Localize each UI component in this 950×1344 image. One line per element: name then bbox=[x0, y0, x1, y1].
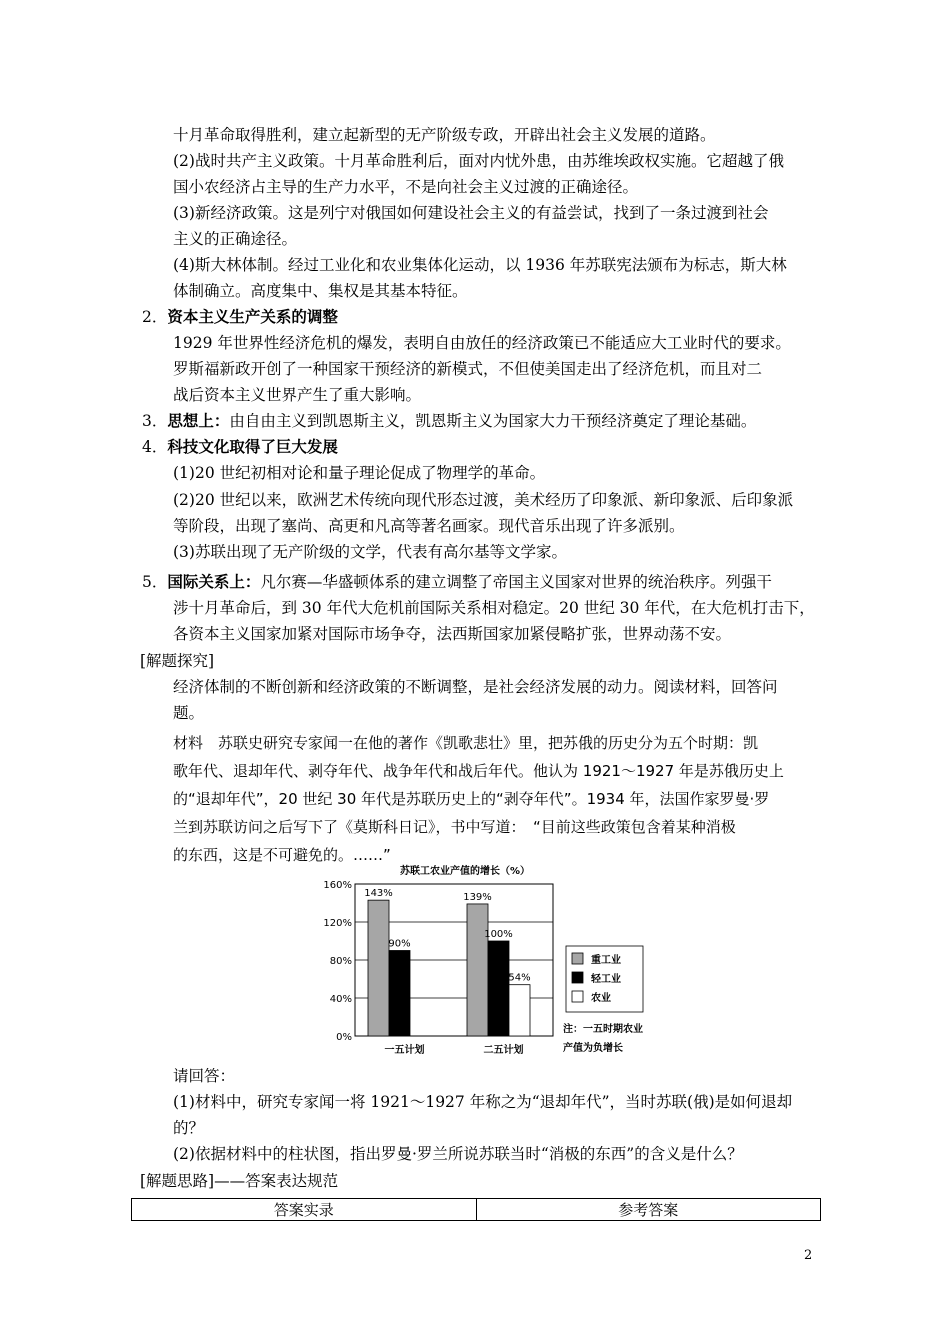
paragraph-line: 国小农经济占主导的生产力水平，不是向社会主义过渡的正确途径。 bbox=[173, 178, 639, 196]
section-number: 5． bbox=[142, 573, 168, 591]
paragraph-line: 十月革命取得胜利，建立起新型的无产阶级专政，开辟出社会主义发展的道路。 bbox=[173, 126, 716, 144]
y-tick-label: 120% bbox=[323, 918, 352, 929]
data-label: 143% bbox=[364, 888, 393, 900]
bar bbox=[509, 985, 530, 1036]
explore-heading: [解题探究] bbox=[140, 652, 215, 670]
data-label: 54% bbox=[508, 972, 531, 984]
paragraph-line: 题。 bbox=[173, 704, 205, 722]
section-text: 由自由主义到凯恩斯主义，凯恩斯主义为国家大力干预经济奠定了理论基础。 bbox=[229, 412, 757, 430]
question-line: (1)材料中，研究专家闻一将 1921～1927 年称之为“退却年代”，当时苏联(俄)是如何退却 bbox=[173, 1093, 793, 1111]
data-label: 100% bbox=[484, 929, 513, 940]
section-title: 国际关系上： bbox=[167, 572, 261, 591]
material-line: 的“退却年代”，20 世纪 30 年代是苏联历史上的“剥夺年代”。1934 年，法国作家罗曼·罗 bbox=[173, 790, 770, 808]
material-line: 材料 苏联史研究专家闻一在他的著作《凯歌悲壮》里，把苏俄的历史分为五个时期：凯 bbox=[173, 734, 759, 752]
section-text: 凡尔赛—华盛顿体系的建立调整了帝国主义国家对世界的统治秩序。列强干 bbox=[260, 573, 772, 591]
legend-swatch bbox=[572, 953, 583, 964]
chart-note: 产值为负增长 bbox=[563, 1043, 623, 1054]
y-tick-label: 0% bbox=[336, 1032, 352, 1043]
x-tick-label: 一五计划 bbox=[384, 1045, 425, 1056]
paragraph-line: 经济体制的不断创新和经济政策的不断调整，是社会经济发展的动力。阅读材料，回答问 bbox=[173, 678, 778, 696]
table-header-row bbox=[132, 1199, 821, 1221]
section-title: 科技文化取得了巨大发展 bbox=[167, 437, 338, 456]
paragraph-line: 等阶段，出现了塞尚、高更和凡高等著名画家。现代音乐出现了许多派别。 bbox=[173, 517, 685, 535]
section-number: 2． bbox=[142, 308, 168, 326]
section-heading-3 bbox=[142, 411, 756, 431]
bar bbox=[467, 904, 488, 1036]
data-label: 139% bbox=[463, 891, 492, 903]
section-heading-4 bbox=[142, 437, 338, 457]
material-line: 歌年代、退却年代、剥夺年代、战争年代和战后年代。他认为 1921～1927 年是苏俄历史上 bbox=[173, 762, 784, 780]
legend-swatch bbox=[572, 991, 583, 1002]
paragraph-line: 罗斯福新政开创了一种国家干预经济的新模式，不但使美国走出了经济危机，而且对二 bbox=[173, 360, 763, 378]
data-label: 90% bbox=[388, 938, 411, 950]
legend-swatch bbox=[572, 972, 583, 983]
paragraph-line: (1)20 世纪初相对论和量子理论促成了物理学的革命。 bbox=[173, 464, 546, 482]
table-header-cell: 参考答案 bbox=[476, 1199, 821, 1221]
x-tick-label: 二五计划 bbox=[483, 1045, 524, 1056]
paragraph-line: (4)斯大林体制。经过工业化和农业集体化运动，以 1936 年苏联宪法颁布为标志，斯大林 bbox=[173, 256, 787, 274]
paragraph-line: (2)20 世纪以来，欧洲艺术传统向现代形态过渡，美术经历了印象派、新印象派、后印象派 bbox=[173, 491, 794, 509]
section-title: 资本主义生产关系的调整 bbox=[167, 307, 338, 326]
ask-label: 请回答： bbox=[173, 1067, 236, 1085]
material-line: 的东西，这是不可避免的。……” bbox=[173, 846, 391, 864]
bar bbox=[368, 900, 389, 1036]
bar bbox=[389, 951, 410, 1037]
chart-title: 苏联工农业产值的增长（%） bbox=[399, 866, 531, 877]
table-header-cell: 答案实录 bbox=[132, 1199, 477, 1221]
thinking-label: [解题思路] bbox=[140, 1172, 215, 1190]
y-tick-label: 80% bbox=[329, 956, 352, 967]
thinking-tail: ——答案表达规范 bbox=[214, 1172, 339, 1190]
paragraph-line: (3)新经济政策。这是列宁对俄国如何建设社会主义的有益尝试，找到了一条过渡到社会 bbox=[173, 204, 769, 222]
paragraph-line: (3)苏联出现了无产阶级的文学，代表有高尔基等文学家。 bbox=[173, 543, 567, 561]
paragraph-line: 1929 年世界性经济危机的爆发，表明自由放任的经济政策已不能适应大工业时代的要求。 bbox=[173, 334, 791, 352]
section-heading-5 bbox=[142, 572, 772, 592]
section-heading-2 bbox=[142, 307, 338, 327]
page-number: 2 bbox=[804, 1248, 813, 1263]
y-tick-label: 160% bbox=[323, 880, 352, 891]
section-number: 4． bbox=[142, 438, 168, 456]
material-line: 兰到苏联访问之后写下了《莫斯科日记》，书中写道： “目前这些政策包含着某种消极 bbox=[173, 818, 736, 836]
paragraph-line: 各资本主义国家加紧对国际市场争夺，法西斯国家加紧侵略扩张，世界动荡不安。 bbox=[173, 625, 732, 643]
chart-note: 注：一五时期农业 bbox=[563, 1024, 643, 1035]
legend-label: 重工业 bbox=[591, 955, 621, 966]
question-line: (2)依据材料中的柱状图，指出罗曼·罗兰所说苏联当时“消极的东西”的含义是什么？ bbox=[173, 1145, 743, 1163]
y-tick-label: 40% bbox=[329, 994, 352, 1005]
legend-label: 轻工业 bbox=[591, 974, 621, 985]
thinking-heading bbox=[140, 1171, 338, 1191]
paragraph-line: 体制确立。高度集中、集权是其基本特征。 bbox=[173, 282, 468, 300]
answer-table bbox=[131, 1198, 821, 1221]
bar bbox=[488, 941, 509, 1036]
bar-chart bbox=[315, 860, 675, 1060]
section-number: 3． bbox=[142, 412, 168, 430]
paragraph-line: 主义的正确途径。 bbox=[173, 230, 298, 248]
paragraph-line: (2)战时共产主义政策。十月革命胜利后，面对内忧外患，由苏维埃政权实施。它超越了俄 bbox=[173, 152, 784, 170]
paragraph-line: 涉十月革命后，到 30 年代大危机前国际关系相对稳定。20 世纪 30 年代，在大危机打击下， bbox=[173, 599, 815, 617]
legend-label: 农业 bbox=[591, 993, 611, 1004]
question-line: 的？ bbox=[173, 1119, 205, 1137]
section-title: 思想上： bbox=[167, 411, 230, 430]
paragraph-line: 战后资本主义世界产生了重大影响。 bbox=[173, 386, 422, 404]
